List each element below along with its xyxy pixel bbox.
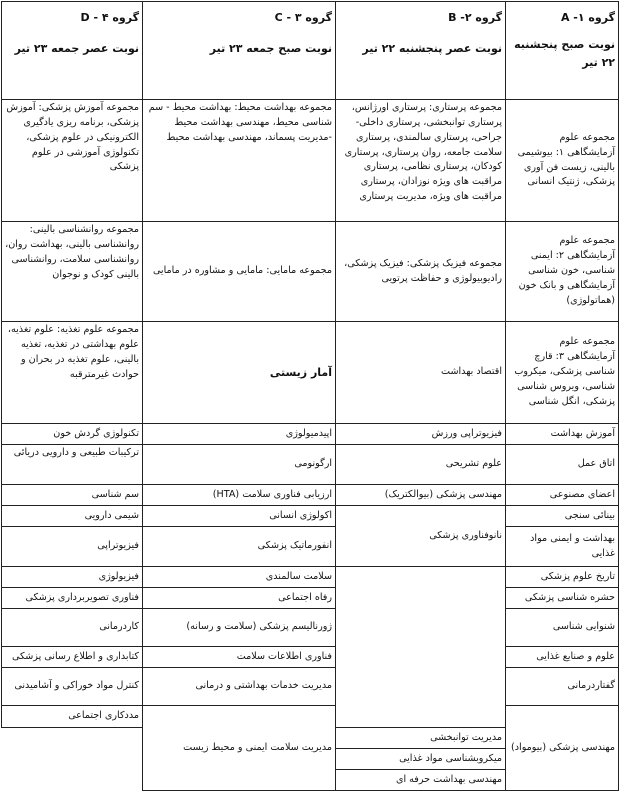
- table-cell: مجموعه بهداشت محیط: بهداشت محیط - سم شناسی محیط، مهندسی بهداشت محیط -مدیریت پسماند، مهندسی بهداشت محیط: [143, 100, 336, 222]
- table-cell: ارگونومی: [143, 445, 336, 485]
- header-group-b: [336, 2, 506, 100]
- table-cell: فناوری تصویربرداری پزشکی: [2, 588, 143, 609]
- table-cell: علوم تشریحی: [336, 445, 506, 485]
- table-cell: میکروبشناسی مواد غذایی: [336, 749, 506, 770]
- table-cell: حشره شناسی پزشکی: [506, 588, 619, 609]
- table-row: [2, 485, 619, 506]
- header-group-c: [143, 2, 336, 100]
- table-cell: اقتصاد بهداشت: [336, 322, 506, 424]
- group-title: گروه ۴ - D: [80, 11, 139, 24]
- table-cell: فیزیوتراپی ورزش: [336, 424, 506, 445]
- table-row: [2, 567, 619, 588]
- table-cell: فیزیوتراپی: [2, 527, 143, 567]
- table-row: [2, 100, 619, 222]
- table-cell: اکولوژی انسانی: [143, 506, 336, 527]
- table-row: [2, 445, 619, 485]
- table-cell: مجموعه روانشناسی بالینی: روانشناسی بالینی، بهداشت روان، روانشناسی سلامت، روانشناسی بالینی کودک و نوجوان: [2, 222, 143, 322]
- table-cell: گفتاردرمانی: [506, 668, 619, 706]
- table-cell: آموزش بهداشت: [506, 424, 619, 445]
- table-row: [2, 647, 619, 668]
- group-title: گروه ۲- B: [448, 11, 502, 24]
- table-cell: کتابداری و اطلاع رسانی پزشکی: [2, 647, 143, 668]
- table-cell: مجموعه علوم آزمایشگاهی ۱: بیوشیمی بالینی، زیست فن آوری پزشکی، ژنتیک انسانی: [506, 100, 619, 222]
- table-cell: کنترل مواد خوراکی و آشامیدنی: [2, 668, 143, 706]
- header-group-d: [2, 2, 143, 100]
- table-cell: تاریخ علوم پزشکی: [506, 567, 619, 588]
- table-cell: نانوفناوری پزشکی: [336, 506, 506, 567]
- group-title: گروه ۳ - C: [274, 11, 332, 24]
- shift-title: نوبت صبح پنجشنبه ۲۲ تیر: [514, 38, 615, 69]
- schedule-sheet: [1, 1, 618, 804]
- table-cell: مدیریت سلامت ایمنی و محیط زیست: [143, 706, 336, 791]
- table-row: [2, 424, 619, 445]
- table-cell: بهداشت و ایمنی مواد غذایی: [506, 527, 619, 567]
- table-cell: مددکاری اجتماعی: [2, 706, 143, 728]
- table-cell: آمار زیستی: [143, 322, 336, 424]
- header-group-a: [506, 2, 619, 100]
- table-cell: مجموعه پرستاری: پرستاری اورژانس، پرستاری توانبخشی، پرستاری داخلی- جراحی، پرستاری سالمندی، پرستاری سلامت جامعه، روان پرستاری، پرستاری کودکان، پرستاری نظامی، پرستاری مراقبت های ویژه نوزادان، پرستاری مراقبت های ویژه، مدیریت پرستاری: [336, 100, 506, 222]
- table-row: [2, 588, 619, 609]
- table-cell: مهندسی پزشکی (بیومواد): [506, 706, 619, 791]
- table-cell: ارزیابی فناوری سلامت (HTA): [143, 485, 336, 506]
- table-row: [2, 706, 619, 728]
- table-cell: مجموعه فیزیک پزشکی: فیزیک پزشکی، رادیوبیولوژی و حفاظت پرتویی: [336, 222, 506, 322]
- table-cell: مهندسی پزشکی (بیوالکتریک): [336, 485, 506, 506]
- table-cell: سلامت سالمندی: [143, 567, 336, 588]
- table-cell: ترکیبات طبیعی و دارویی دریائی: [2, 445, 143, 485]
- table-row: [2, 668, 619, 706]
- table-cell: مدیریت توانبخشی: [336, 728, 506, 749]
- table-cell: مجموعه علوم آزمایشگاهی ۲: ایمنی شناسی، خون شناسی آزمایشگاهی و بانک خون (هماتولوژی): [506, 222, 619, 322]
- table-cell: اعضای مصنوعی: [506, 485, 619, 506]
- table-cell: اپیدمیولوژی: [143, 424, 336, 445]
- table-cell: مجموعه مامایی: مامایی و مشاوره در مامایی: [143, 222, 336, 322]
- shift-title: نوبت عصر جمعه ۲۳ تیر: [14, 42, 139, 56]
- table-cell: مهندسی بهداشت حرفه ای: [336, 770, 506, 791]
- group-title: گروه ۱- A: [560, 11, 615, 24]
- table-cell: اتاق عمل: [506, 445, 619, 485]
- table-row: [2, 609, 619, 647]
- table-cell: مجموعه آموزش پزشکی: آموزش پزشکی، برنامه ریزی یادگیری الکترونیکی در علوم پزشکی، تکنولوژی آموزشی در علوم پزشکی: [2, 100, 143, 222]
- table-cell: مدیریت خدمات بهداشتی و درمانی: [143, 668, 336, 706]
- table-cell: مجموعه علوم آزمایشگاهی ۳: قارچ شناسی پزشکی، میکروب شناسی، ویروس شناسی پزشکی، انگل شناسی: [506, 322, 619, 424]
- table-cell-empty: [336, 567, 506, 728]
- table-cell: سم شناسی: [2, 485, 143, 506]
- table-cell: شنوایی شناسی: [506, 609, 619, 647]
- table-cell: کاردرمانی: [2, 609, 143, 647]
- table-cell: فیزیولوژی: [2, 567, 143, 588]
- table-row: [2, 506, 619, 527]
- table-cell: بینائی سنجی: [506, 506, 619, 527]
- schedule-table: [1, 1, 619, 791]
- header-row: [2, 2, 619, 100]
- table-row: [2, 322, 619, 424]
- table-cell: مجموعه علوم تغذیه: علوم تغذیه، علوم بهداشتی در تغذیه، تغذیه بالینی، علوم تغذیه در بحران و حوادث غیرمترقبه: [2, 322, 143, 424]
- table-row: [2, 527, 619, 567]
- table-cell: ژورنالیسم پزشکی (سلامت و رسانه): [143, 609, 336, 647]
- table-cell: شیمی دارویی: [2, 506, 143, 527]
- shift-title: نوبت صبح جمعه ۲۳ تیر: [209, 42, 332, 56]
- table-cell: انفورماتیک پزشکی: [143, 527, 336, 567]
- table-cell: رفاه اجتماعی: [143, 588, 336, 609]
- table-cell: تکنولوژی گردش خون: [2, 424, 143, 445]
- table-row: [2, 222, 619, 322]
- shift-title: نوبت عصر پنجشنبه ۲۲ تیر: [362, 42, 502, 56]
- table-cell: فناوری اطلاعات سلامت: [143, 647, 336, 668]
- table-cell: علوم و صنایع غذایی: [506, 647, 619, 668]
